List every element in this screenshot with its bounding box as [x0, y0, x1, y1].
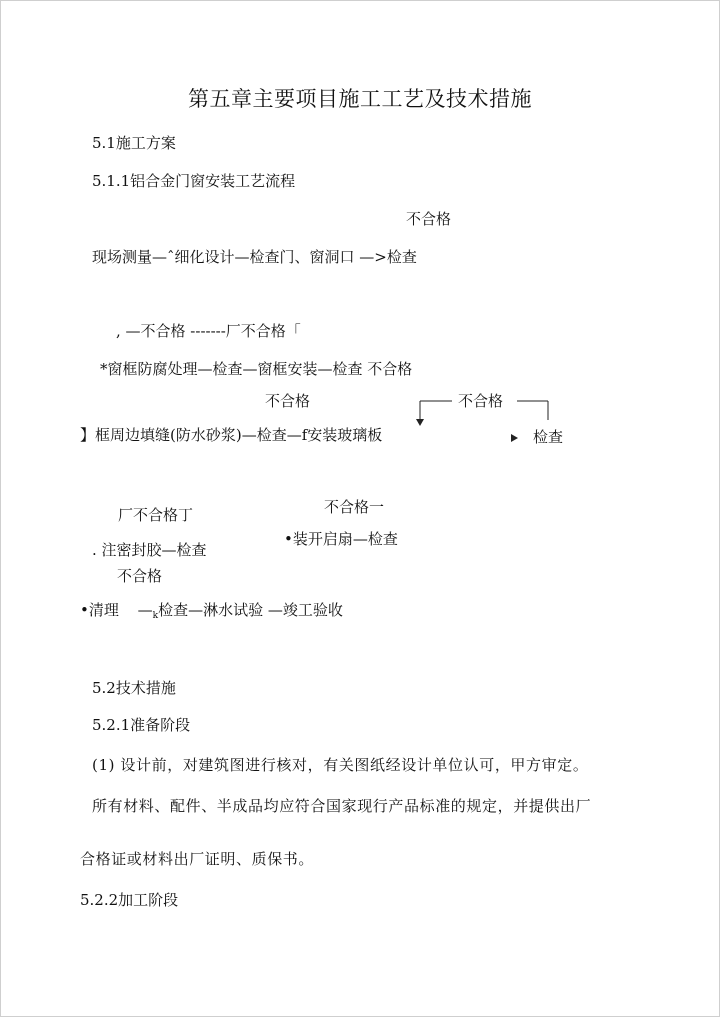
flow-step-clean-subscript: k [152, 611, 159, 621]
flow-label-unqualified-mid-left: 不合格 [265, 392, 311, 410]
arrowhead-down-icon [416, 419, 424, 426]
section-heading-5-1-1: 5.1.1铝合金门窗安装工艺流程 [92, 172, 296, 190]
flow-step-clean-rest: 检查—淋水试验 —竣工验收 [158, 601, 343, 619]
page-title: 第五章主要项目施工工艺及技术措施 [188, 87, 532, 111]
paragraph-materials: 所有材料、配件、半成品均应符合国家现行产品标准的规定，并提供出厂 [92, 797, 592, 815]
flow-step-frame-line: *窗框防腐处理—检查—窗框安装—检查 不合格 [100, 360, 413, 378]
flow-step-clean-dash: — [137, 601, 153, 619]
flow-label-unqualified-mid-right: 不合格 [458, 392, 504, 410]
flow-label-unqualified-left2: 厂不合格丁 [118, 506, 194, 524]
paragraph-certificates: 合格证或材料出厂证明、质保书。 [80, 850, 315, 868]
flow-step-measure-line: 现场测量—ˆ细化设计—检查门、窗洞口 —>检查 [92, 248, 417, 266]
flow-step-fill-glass-line: 】框周边填缝(防水砂浆)—检查—f安装玻璃板 [80, 426, 383, 444]
flow-label-unqualified-bottom: 不合格 [117, 567, 163, 585]
section-heading-5-2-2: 5.2.2加工阶段 [80, 891, 179, 909]
flow-label-unqualified-center2: 不合格一 [324, 498, 385, 516]
section-heading-5-2-1: 5.2.1准备阶段 [92, 716, 191, 734]
section-heading-5-2: 5.2技术措施 [92, 679, 176, 697]
flow-step-check-right: 检查 [533, 428, 564, 446]
flow-step-seal: . 注密封胶—检查 [92, 541, 207, 559]
flow-label-unqualified-top: 不合格 [406, 210, 452, 228]
flow-label-unqualified-row: , —不合格 -------厂不合格「 [116, 322, 301, 340]
paragraph-design-review: (1) 设计前，对建筑图进行核对，有关图纸经设计单位认可，甲方审定。 [92, 756, 589, 774]
flow-step-clean: •清理 [80, 601, 119, 619]
section-heading-5-1: 5.1施工方案 [92, 134, 176, 152]
arrowhead-right-icon [511, 434, 518, 442]
flow-step-sash: •装开启扇—检查 [284, 530, 398, 548]
